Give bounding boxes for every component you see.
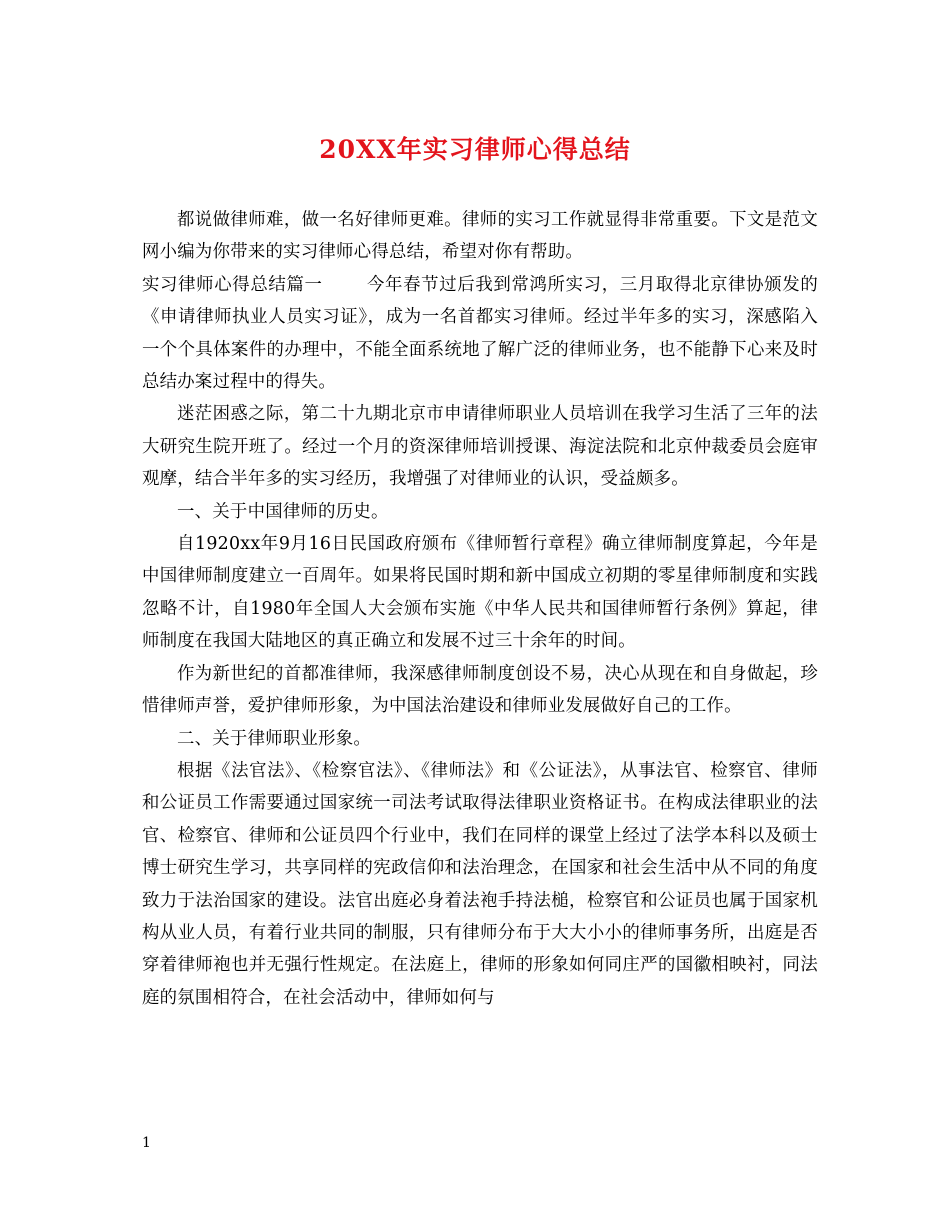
body-paragraph: 迷茫困惑之际，第二十九期北京市申请律师职业人员培训在我学习生活了三年的法大研究生院开班了。经过一个月的资深律师培训授课、海淀法院和北京仲裁委员会庭审观摩，结合半年多的实习经历，我增强了对律师业的认识，受益颇多。 bbox=[142, 404, 818, 490]
document-body bbox=[142, 204, 818, 1014]
intro-paragraph: 都说做律师难，做一名好律师更难。律师的实习工作就显得非常重要。下文是范文网小编为你带来的实习律师心得总结，希望对你有帮助。 bbox=[142, 210, 818, 263]
section-label: 实习律师心得总结篇一 bbox=[142, 274, 323, 295]
heading-paragraph: 一、关于中国律师的历史。 bbox=[177, 501, 389, 522]
heading-paragraph: 二、关于律师职业形象。 bbox=[177, 728, 372, 749]
body-paragraph: 自1920xx年9月16日民国政府颁布《律师暂行章程》确立律师制度算起，今年是中国律师制度建立一百周年。如果将民国时期和新中国成立初期的零星律师制度和实践忽略不计，自1980年全国人大会颁布实施《中华人民共和国律师暂行条例》算起，律师制度在我国大陆地区的真正确立和发展不过三十余年的时间。 bbox=[142, 534, 818, 652]
section-start-text: 今年春节过后我到常鸿所实习，三月取得北京律协颁发的《申请律师执业人员实习证》，成为一名首都实习律师。经过半年多的实习，深感陷入一个个具体案件的办理中，不能全面系统地了解广泛的律师业务，也不能静下心来及时总结办案过程中的得失。 bbox=[142, 274, 818, 393]
document-title: 20XX年实习律师心得总结 bbox=[319, 135, 631, 164]
section-paragraph bbox=[142, 269, 818, 399]
page-number: 1 bbox=[142, 1135, 151, 1151]
body-paragraph: 根据《法官法》、《检察官法》、《律师法》和《公证法》，从事法官、检察官、律师和公证员工作需要通过国家统一司法考试取得法律职业资格证书。在构成法律职业的法官、检察官、律师和公证员四个行业中，我们在同样的课堂上经过了法学本科以及硕士博士研究生学习，共享同样的宪政信仰和法治理念，在国家和社会生活中从不同的角度致力于法治国家的建设。法官出庭必身着法袍手持法槌，检察官和公证员也属于国家机构从业人员，有着行业共同的制服，只有律师分布于大大小小的律师事务所，出庭是否穿着律师袍也并无强行性规定。在法庭上，律师的形象如何同庄严的国徽相映衬，同法庭的氛围相符合，在社会活动中，律师如何与 bbox=[142, 760, 818, 1008]
body-paragraph: 作为新世纪的首都准律师，我深感律师制度创设不易，决心从现在和自身做起，珍惜律师声誉，爱护律师形象，为中国法治建设和律师业发展做好自己的工作。 bbox=[142, 663, 818, 717]
